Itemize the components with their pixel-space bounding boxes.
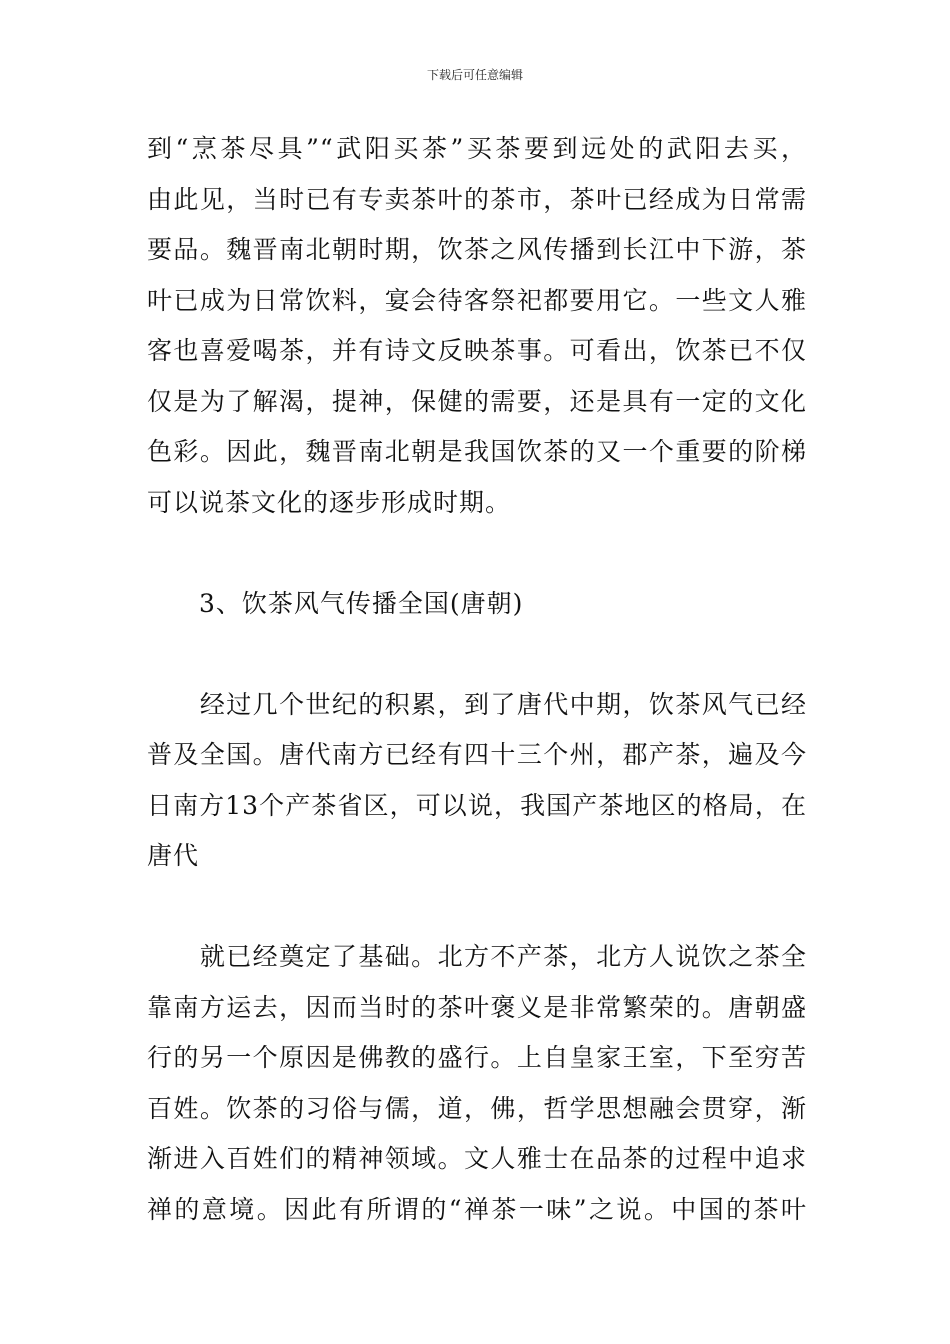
paragraph-gap [147,882,807,933]
text-line: 日南方13个产茶省区，可以说，我国产茶地区的格局，在 [147,790,807,820]
heading-line: 3、饮茶风气传播全国(唐朝) [147,588,524,618]
text-line: 唐代 [147,841,200,870]
text-line: 就已经奠定了基础。北方不产茶，北方人说饮之茶全 [147,942,807,971]
text-line: 百姓。饮茶的习俗与儒，道，佛，哲学思想融会贯穿，渐 [147,1093,807,1123]
text-line: 由此见，当时已有专卖茶叶的茶市，茶叶已经成为日常需 [147,184,807,214]
text-line: 仅是为了解渴，提神，保健的需要，还是具有一定的文化 [147,386,807,416]
section-heading [147,579,807,630]
text-line: 色彩。因此，魏晋南北朝是我国饮茶的又一个重要的阶梯 [147,437,807,466]
text-line: 靠南方运去，因而当时的茶叶褒义是非常繁荣的。唐朝盛 [147,992,807,1022]
paragraph-gap [147,528,807,579]
text-line: 到“烹茶尽具”“武阳买茶”买茶要到远处的武阳去买， [147,134,807,163]
text-line: 要品。魏晋南北朝时期，饮茶之风传播到长江中下游，茶 [147,235,807,264]
page-header: 下载后可任意编辑 [426,68,523,82]
text-line: 可以说茶文化的逐步形成时期。 [147,487,512,517]
document-body [147,124,807,1235]
text-line: 行的另一个原因是佛教的盛行。上自皇家王室，下至穷苦 [147,1043,807,1072]
text-line: 普及全国。唐代南方已经有四十三个州，郡产茶，遍及今 [147,740,807,769]
text-line: 渐进入百姓们的精神领域。文人雅士在品茶的过程中追求 [147,1144,807,1173]
text-line: 客也喜爱喝茶，并有诗文反映茶事。可看出，饮茶已不仅 [147,336,807,365]
paragraph [147,124,807,528]
text-line: 经过几个世纪的积累，到了唐代中期，饮茶风气已经 [147,689,807,719]
text-line: 叶已成为日常饮料，宴会待客祭祀都要用它。一些文人雅 [147,285,807,315]
text-line: 禅的意境。因此有所谓的“禅茶一味”之说。中国的茶叶 [147,1194,807,1224]
paragraph [147,680,807,882]
paragraph-gap [147,629,807,680]
paragraph [147,932,807,1235]
